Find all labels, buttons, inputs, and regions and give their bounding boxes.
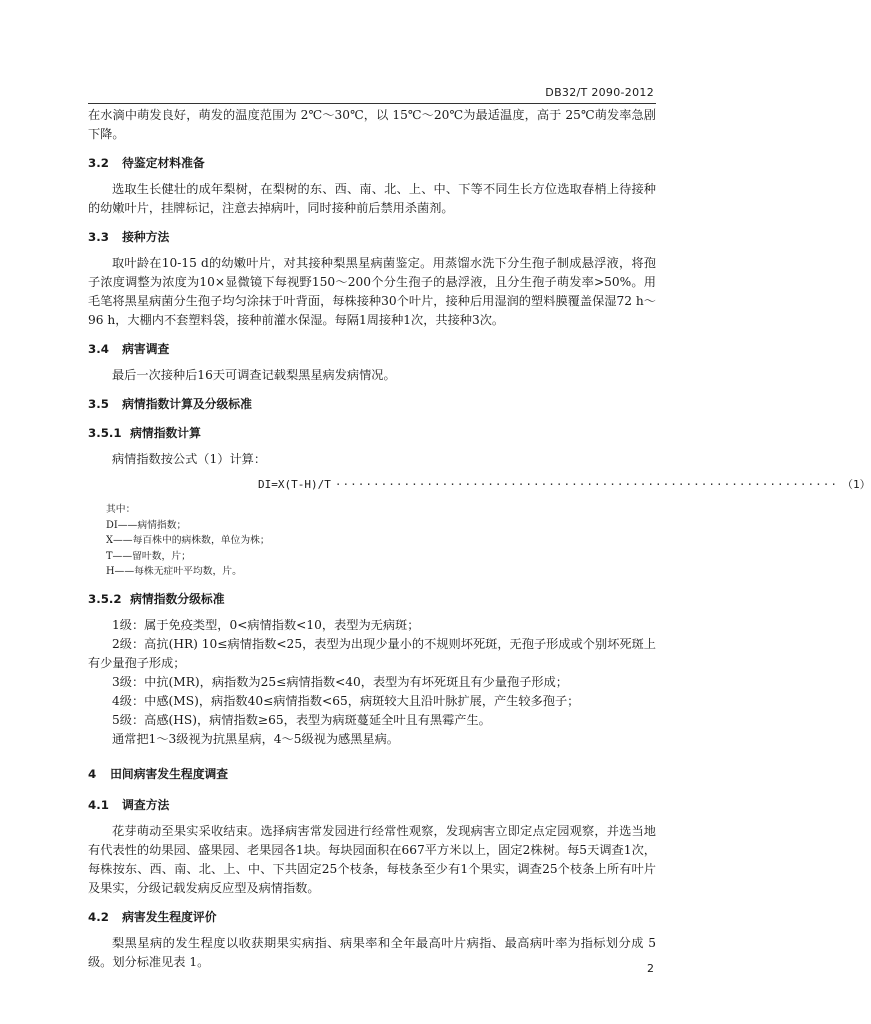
- section-title: 田间病害发生程度调查: [110, 766, 229, 781]
- formula-disease-index: [88, 475, 871, 494]
- variables-intro: 其中：: [106, 504, 136, 515]
- formula-expression: DI=X(T-H)/T: [258, 478, 331, 491]
- formula-number: （1）: [841, 478, 871, 491]
- section-title: 待鉴定材料准备: [122, 156, 205, 170]
- section-number: 3.2: [88, 156, 109, 170]
- section-title: 调查方法: [122, 797, 170, 812]
- variable-t: T——留叶数，片；: [106, 550, 191, 562]
- paragraph-4-2: 梨黑星病的发生程度以收获期果实病指、病果率和全年最高叶片病指、最高病叶率为指标划分成 5 级。划分标准见表 1。: [88, 935, 656, 969]
- variable-di: DI——病情指数；: [106, 519, 187, 531]
- standard-code: DB32/T 2090-2012: [545, 86, 654, 99]
- heading-4: [88, 765, 656, 784]
- paragraph-3-4: 最后一次接种后16天可调查记载梨黑星病发病情况。: [112, 368, 396, 382]
- grade-summary: 通常把1～3级视为抗黑星病，4～5级视为感黑星病。: [112, 731, 399, 746]
- section-number: 4.1: [88, 797, 109, 812]
- section-title: 病情指数分级标准: [130, 591, 225, 606]
- section-title: 病害调查: [122, 342, 170, 356]
- section-number: 3.4: [88, 342, 109, 356]
- section-number: 3.5.2: [88, 591, 122, 606]
- grade-3: 3级：中抗(MR)，病指数为25≤病情指数<40，表型为有坏死斑且有少量孢子形成；: [112, 674, 568, 689]
- document-body: [88, 106, 871, 972]
- grade-1: 1级：属于免疫类型，0<病情指数<10，表型为无病斑；: [112, 617, 420, 632]
- paragraph-4-1: 花芽萌动至果实采收结束。选择病害常发园进行经常性观察，发现病害立即定点定园观察，并选当地有代表性的幼果园、盛果园、老果园各1块。每块园面积在667平方米以上，固定2株树。每5天调查1次，每株按东、西、南、北、上、中、下共固定25个枝条，每枝条至少有1个果实，调查25个枝条上所有叶片及果实，分级记载发病反应型及病情指数。: [88, 823, 656, 895]
- heading-4-1: [88, 796, 656, 815]
- heading-3-5-2: [88, 590, 656, 609]
- heading-3-5-1: [88, 424, 656, 443]
- heading-3-4: [88, 340, 656, 359]
- heading-3-2: [88, 154, 656, 173]
- paragraph-3-2: 选取生长健壮的成年梨树，在梨树的东、西、南、北、上、中、下等不同生长方位选取春梢上待接种的幼嫩叶片，挂牌标记，注意去掉病叶，同时接种前后禁用杀菌剂。: [88, 182, 656, 215]
- section-title: 接种方法: [122, 230, 170, 244]
- heading-4-2: [88, 908, 656, 927]
- grade-4: 4级：中感(MS)，病指数40≤病情指数<65，病斑较大且沿叶脉扩展，产生较多孢子；: [112, 693, 580, 708]
- section-title: 病情指数计算: [130, 426, 201, 440]
- variable-x: X——每百株中的病株数，单位为株；: [106, 535, 270, 546]
- section-title: 病情指数计算及分级标准: [122, 397, 252, 411]
- section-title: 病害发生程度评价: [122, 909, 217, 924]
- variable-h: H——每株无症叶平均数，片。: [106, 566, 242, 577]
- formula-leader-dots: ··································································: [334, 478, 838, 491]
- section-number: 3.5.1: [88, 426, 122, 440]
- heading-3-5: [88, 395, 656, 414]
- section-number: 3.5: [88, 397, 109, 411]
- grade-2: 2级：高抗(HR) 10≤病情指数<25，表型为出现少量小的不规则坏死斑，无孢子形成或个别坏死斑上有少量孢子形成；: [88, 636, 656, 670]
- page-number: 2: [647, 962, 654, 975]
- grade-5: 5级：高感(HS)，病情指数≥65，表型为病斑蔓延全叶且有黑霉产生。: [112, 712, 491, 727]
- formula-variables: [106, 502, 656, 580]
- section-number: 4: [88, 766, 97, 781]
- header-rule: [88, 103, 656, 104]
- paragraph-3-3: 取叶龄在10-15 d的幼嫩叶片，对其接种梨黑星病菌鉴定。用蒸馏水洗下分生孢子制成悬浮液，将孢子浓度调整为浓度为10×显微镜下每视野150～200个分生孢子的悬浮液，且分生孢子萌发率>50%。用毛笔将黑星病菌分生孢子均匀涂抹于叶背面，每株接种30个叶片，接种后用湿润的塑料膜覆盖保湿72 h～96 h，大棚内不套塑料袋，接种前灌水保湿。每隔1周接种1次，共接种3次。: [88, 256, 656, 327]
- section-number: 3.3: [88, 230, 109, 244]
- paragraph-3-5-1: 病情指数按公式（1）计算：: [112, 452, 267, 466]
- section-number: 4.2: [88, 909, 109, 924]
- paragraph-continuation: 在水滴中萌发良好，萌发的温度范围为 2℃～30℃，以 15℃～20℃为最适温度，高于 25℃萌发率急剧下降。: [88, 108, 656, 141]
- heading-3-3: [88, 228, 656, 247]
